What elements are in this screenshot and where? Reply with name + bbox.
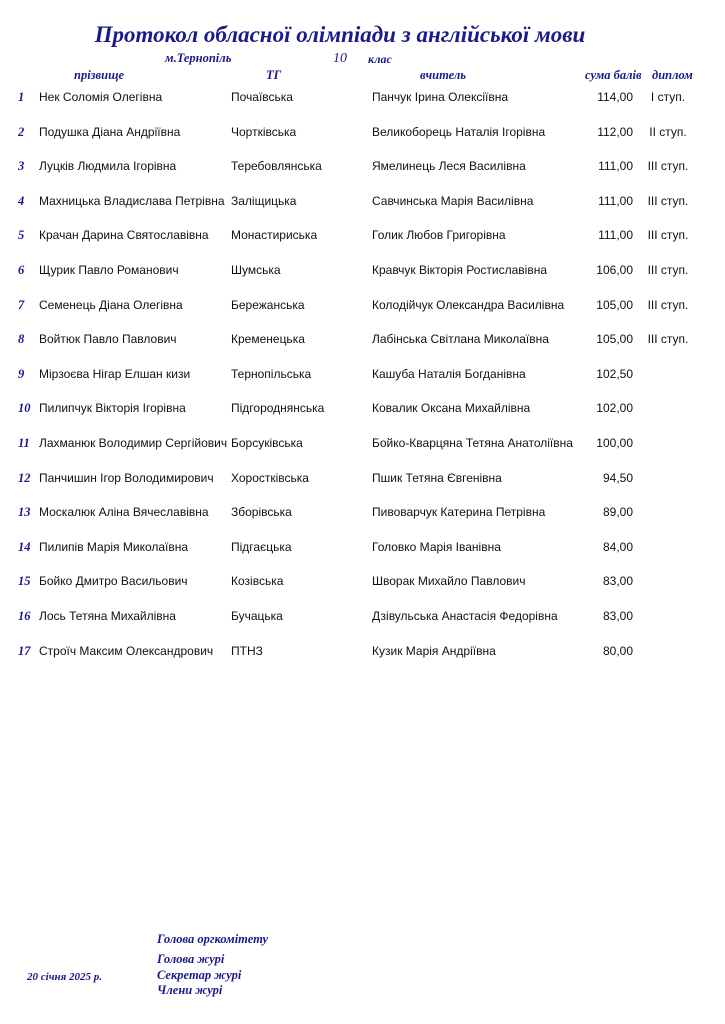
community-name: Теребовлянська (231, 159, 322, 174)
student-name: Щурик Павло Романович (39, 263, 179, 277)
table-row (0, 90, 725, 120)
community-name: Борсуківська (231, 436, 303, 450)
student-name: Нек Соломія Олегівна (39, 90, 163, 104)
table-row (0, 574, 725, 604)
table-row (0, 298, 725, 328)
footer-date: 20 січня 2025 р. (27, 971, 102, 983)
student-name: Лахманюк Володимир Сергійович (39, 436, 228, 450)
community-name: Бучацька (231, 609, 283, 623)
community-name: Бережанська (231, 297, 305, 312)
score-value: 106,00 (596, 263, 633, 277)
community-name: Монастириська (231, 228, 318, 243)
teacher-name: Кузик Марія Андріївна (372, 643, 496, 658)
community-name: Кременецька (231, 332, 305, 347)
footer-org-head: Голова оргкомітету (157, 932, 269, 946)
diploma-value: ІІІ ступ. (647, 332, 689, 347)
column-header-tg: ТГ (266, 68, 282, 82)
row-number: 10 (18, 401, 31, 416)
student-name: Пилипів Марія Миколаївна (39, 539, 189, 554)
teacher-name: Савчинська Марія Василівна (372, 193, 534, 208)
grade-number: 10 (333, 51, 347, 66)
score-value: 102,00 (596, 401, 633, 416)
diploma-value: ІІІ ступ. (647, 193, 689, 208)
teacher-name: Пивоварчук Катерина Петрівна (372, 505, 546, 520)
teacher-name: Шворак Михайло Павлович (372, 574, 526, 589)
row-number: 3 (18, 159, 25, 174)
score-value: 105,00 (596, 332, 633, 347)
community-name: ПТНЗ (231, 643, 263, 658)
table-row (0, 194, 725, 224)
row-number: 12 (18, 470, 31, 485)
table-row (0, 471, 725, 501)
student-name: Махницька Владислава Петрівна (39, 193, 225, 208)
student-name: Строїч Максим Олександрович (39, 643, 214, 658)
city-label: м.Тернопіль (165, 51, 232, 65)
row-number: 7 (18, 297, 25, 312)
community-name: Почаївська (231, 90, 293, 104)
column-header-diploma: диплом (652, 68, 693, 82)
row-number: 2 (18, 124, 25, 139)
community-name: Підгаєцька (231, 539, 292, 554)
diploma-value: І ступ. (650, 90, 686, 104)
student-name: Семенець Діана Олегівна (39, 297, 183, 312)
row-number: 9 (18, 366, 25, 381)
teacher-name: Пшик Тетяна Євгенівна (372, 470, 502, 485)
table-row (0, 401, 725, 431)
table-row (0, 367, 725, 397)
row-number: 17 (18, 643, 31, 658)
table-row (0, 263, 725, 293)
score-value: 102,50 (596, 366, 633, 381)
student-name: Пилипчук Вікторія Ігорівна (39, 401, 186, 416)
table-row (0, 159, 725, 189)
teacher-name: Голик Любов Григорівна (372, 228, 506, 243)
score-value: 111,00 (598, 193, 633, 208)
student-name: Крачан Дарина Святославівна (39, 228, 209, 243)
row-number: 1 (18, 90, 25, 104)
row-number: 11 (18, 436, 30, 450)
score-value: 83,00 (602, 574, 633, 589)
table-row (0, 540, 725, 570)
student-name: Лось Тетяна Михайлівна (39, 609, 176, 623)
score-value: 83,00 (602, 609, 633, 623)
community-name: Зборівська (231, 505, 292, 520)
score-value: 100,00 (596, 436, 633, 450)
community-name: Шумська (231, 263, 281, 277)
teacher-name: Ковалик Оксана Михайлівна (372, 401, 531, 416)
diploma-value: ІІІ ступ. (647, 263, 689, 277)
community-name: Заліщицька (231, 193, 297, 208)
table-row (0, 644, 725, 674)
diploma-value: ІІІ ступ. (647, 159, 689, 174)
score-value: 84,00 (602, 539, 633, 554)
footer-jury-head: Голова журі (157, 952, 225, 966)
column-header-surname: прізвище (74, 68, 125, 82)
score-value: 111,00 (598, 159, 633, 174)
student-name: Мірзоєва Нігар Елшан кизи (39, 366, 191, 381)
student-name: Бойко Дмитро Васильович (39, 574, 188, 589)
teacher-name: Дзівульська Анастасія Федорівна (372, 609, 558, 623)
score-value: 114,00 (597, 90, 633, 104)
teacher-name: Кравчук Вікторія Ростиславівна (372, 263, 548, 277)
community-name: Підгороднянська (231, 401, 325, 416)
row-number: 8 (18, 332, 25, 347)
teacher-name: Бойко-Кварцяна Тетяна Анатоліївна (372, 436, 573, 450)
score-value: 89,00 (602, 505, 633, 520)
row-number: 13 (18, 505, 31, 520)
diploma-value: ІІ ступ. (649, 124, 687, 139)
table-row (0, 125, 725, 155)
table-row (0, 332, 725, 362)
row-number: 4 (18, 193, 25, 208)
community-name: Чортківська (231, 124, 297, 139)
table-row (0, 436, 725, 466)
teacher-name: Головко Марія Іванівна (372, 539, 501, 554)
diploma-value: ІІІ ступ. (647, 228, 689, 243)
footer-secretary: Секретар журі (157, 968, 242, 982)
score-value: 80,00 (602, 643, 633, 658)
teacher-name: Лабінська Світлана Миколаївна (372, 332, 549, 347)
community-name: Хоростківська (231, 470, 309, 485)
score-value: 105,00 (596, 297, 633, 312)
teacher-name: Ямелинець Леся Василівна (372, 159, 526, 174)
diploma-value: ІІІ ступ. (647, 297, 689, 312)
table-row (0, 505, 725, 535)
table-row (0, 609, 725, 639)
student-name: Москалюк Аліна Вячеславівна (39, 505, 209, 520)
row-number: 15 (18, 574, 31, 589)
page-title: Протокол обласної олімпіади з англійської мови (94, 22, 586, 47)
student-name: Войтюк Павло Павлович (39, 332, 177, 347)
score-value: 112,00 (597, 124, 633, 139)
community-name: Тернопільська (231, 366, 312, 381)
teacher-name: Кашуба Наталія Богданівна (372, 366, 526, 381)
column-header-teacher: вчитель (420, 68, 467, 82)
community-name: Козівська (231, 574, 284, 589)
score-value: 94,50 (602, 470, 633, 485)
student-name: Луцків Людмила Ігорівна (39, 159, 177, 174)
score-value: 111,00 (598, 228, 633, 243)
student-name: Панчишин Ігор Володимирович (39, 470, 214, 485)
student-name: Подушка Діана Андріївна (39, 124, 181, 139)
table-row (0, 228, 725, 258)
row-number: 14 (18, 539, 31, 554)
teacher-name: Панчук Ірина Олексіївна (372, 90, 509, 104)
column-header-sum: сума балів (585, 68, 642, 82)
footer-members: Члени журі (157, 983, 223, 997)
row-number: 6 (18, 263, 25, 277)
teacher-name: Великоборець Наталія Ігорівна (372, 124, 546, 139)
row-number: 5 (18, 228, 25, 243)
row-number: 16 (18, 609, 31, 623)
teacher-name: Колодійчук Олександра Василівна (372, 297, 565, 312)
grade-word: клас (368, 52, 392, 66)
